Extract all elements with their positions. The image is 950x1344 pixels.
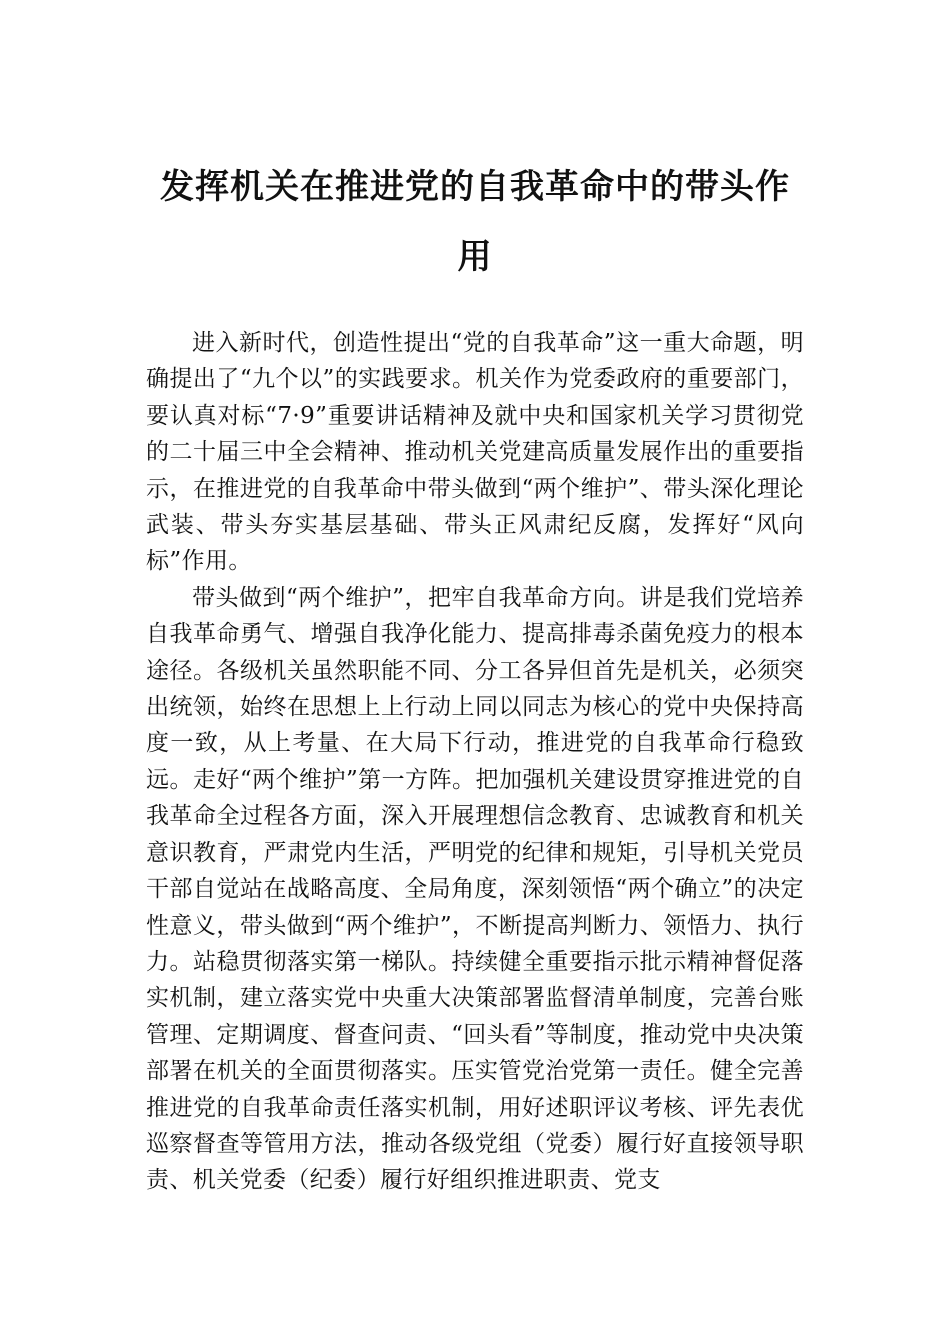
document-title: 发挥机关在推进党的自我革命中的带头作用: [160, 167, 790, 277]
paragraph-two-safeguards: 带头做到“两个维护”，把牢自我革命方向。讲是我们党培养自我革命勇气、增强自我净化能力、提高排毒杀菌免疫力的根本途径。各级机关虽然职能不同、分工各异但首先是机关，必须突出统领，始终在思想上上行动上同以同志为核心的党中央保持高度一致，从上考量、在大局下行动，推进党的自我革命行稳致远。走好“两个维护”第一方阵。把加强机关建设贯穿推进党的自我革命全过程各方面，深入开展理想信念教育、忠诚教育和机关意识教育，严肃党内生活，严明党的纪律和规矩，引导机关党员干部自觉站在战略高度、全局角度，深刻领悟“两个确立”的决定性意义，带头做到“两个维护”，不断提高判断力、领悟力、执行力。站稳贯彻落实第一梯队。持续健全重要指示批示精神督促落实机制，建立落实党中央重大决策部署监督清单制度，完善台账管理、定期调度、督查问责、“回头看”等制度，推动党中央决策部署在机关的全面贯彻落实。压实管党治党第一责任。健全完善推进党的自我革命责任落实机制，用好述职评议考核、评先表优巡察督查等管用方法，推动各级党组（党委）履行好直接领导职责、机关党委（纪委）履行好组织推进职责、党支: [146, 584, 804, 1194]
document-body: [146, 325, 804, 1199]
paragraph-intro: 进入新时代，创造性提出“党的自我革命”这一重大命题，明确提出了“九个以”的实践要求。机关作为党委政府的重要部门，要认真对标“7·9”重要讲话精神及就中央和国家机关学习贯彻党的二十届三中全会精神、推动机关党建高质量发展作出的重要指示，在推进党的自我革命中带头做到“两个维护”、带头深化理论武装、带头夯实基层基础、带头正风肃纪反腐，发挥好“风向标”作用。: [146, 330, 804, 575]
